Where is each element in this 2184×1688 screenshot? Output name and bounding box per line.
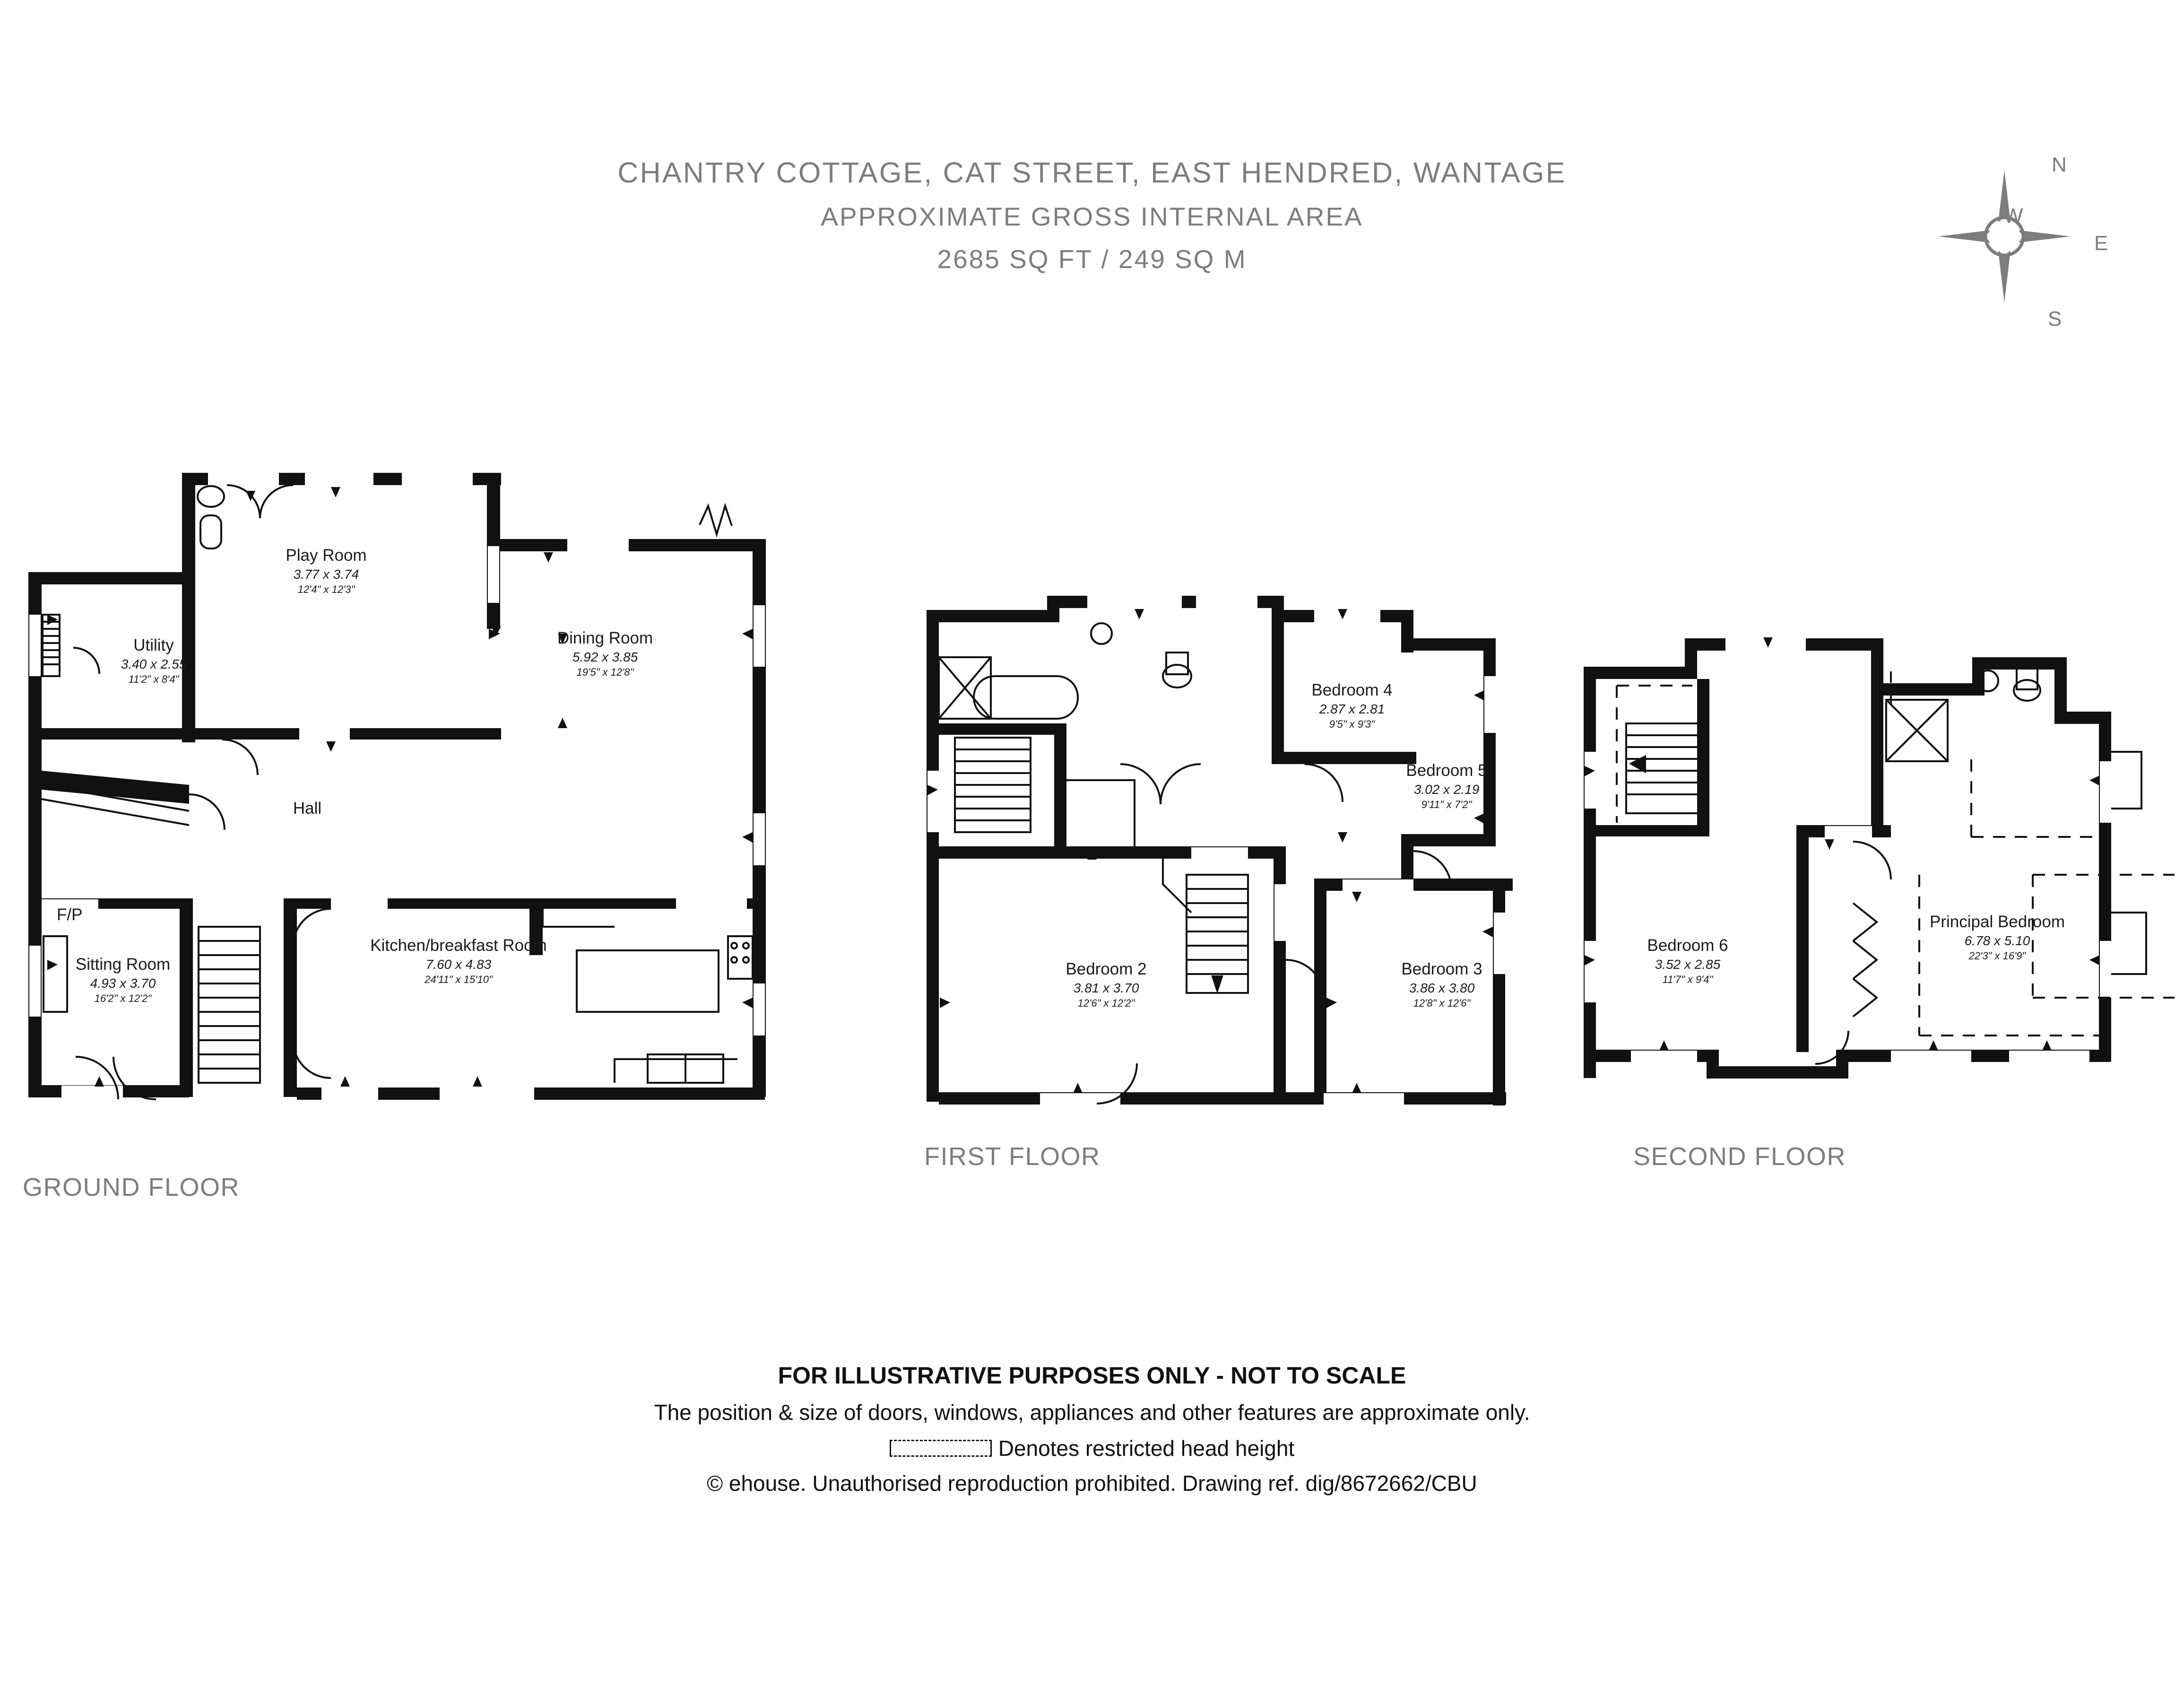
room-principal-bedroom: Principal Bedroom 6.78 x 5.10 22'3" x 16'9" (1930, 913, 2065, 962)
room-bedroom-2: Bedroom 2 3.81 x 3.70 12'6" x 12'2" (1066, 960, 1147, 1009)
approximate-note: The position & size of doors, windows, appliances and other features are approximate only. (654, 1400, 1530, 1425)
room-bedroom-5: Bedroom 5 3.02 x 2.19 9'11" x 7'2" (1406, 761, 1487, 811)
room-kitchen-breakfast: Kitchen/breakfast Room 7.60 x 4.83 24'11" x 15'10" (370, 936, 547, 986)
room-bedroom-6: Bedroom 6 3.52 x 2.85 11'7" x 9'4" (1647, 936, 1728, 986)
second-floor-drawing (1560, 610, 2184, 1154)
first-floor-label: FIRST FLOOR (924, 1142, 1101, 1171)
area-subtitle: APPROXIMATE GROSS INTERNAL AREA (821, 202, 1363, 231)
ground-floor-label: GROUND FLOOR (23, 1173, 240, 1201)
restricted-head-height-label: Denotes restricted head height (998, 1436, 1295, 1461)
compass-rose (1910, 151, 2108, 331)
first-floor-drawing (898, 582, 1560, 1149)
first-floor-plan (898, 582, 1560, 1149)
dashed-line-icon (890, 1440, 992, 1457)
ground-floor-plan (0, 426, 898, 1158)
label-fireplace: F/P (57, 905, 83, 924)
compass-east-label: E (2094, 232, 2108, 255)
compass-north-label: N (2052, 153, 2067, 176)
room-sitting-room: Sitting Room 4.93 x 3.70 16'2" x 12'2" (75, 955, 171, 1005)
plan-header (0, 156, 2184, 274)
compass-west-label: W (2003, 204, 2023, 227)
room-bedroom-4: Bedroom 4 2.87 x 2.81 9'5" x 9'3" (1311, 681, 1393, 731)
restricted-head-height-key (0, 1436, 2184, 1461)
page-title: CHANTRY COTTAGE, CAT STREET, EAST HENDRED, WANTAGE (617, 157, 1567, 189)
copyright-text: © ehouse. Unauthorised reproduction prohibited. Drawing ref. dig/8672662/CBU (707, 1471, 1477, 1496)
second-floor-label: SECOND FLOOR (1633, 1142, 1846, 1171)
ground-floor-drawing (0, 426, 898, 1163)
compass-south-label: S (2048, 307, 2062, 331)
second-floor-plan (1560, 610, 2184, 1154)
room-play-room: Play Room 3.77 x 3.74 12'4" x 12'3" (286, 546, 367, 596)
room-bedroom-3: Bedroom 3 3.86 x 3.80 12'8" x 12'6" (1401, 960, 1482, 1009)
area-value: 2685 SQ FT / 249 SQ M (937, 244, 1247, 274)
plan-footer (0, 1362, 2184, 1496)
compass-icon (1910, 151, 2099, 331)
room-dining-room: Dining Room 5.92 x 3.85 19'5" x 12'8" (557, 629, 653, 679)
disclaimer-text: FOR ILLUSTRATIVE PURPOSES ONLY - NOT TO SCALE (778, 1362, 1406, 1389)
room-hall: Hall (293, 799, 322, 818)
room-utility: Utility 3.40 x 2.55 11'2" x 8'4" (121, 636, 187, 686)
